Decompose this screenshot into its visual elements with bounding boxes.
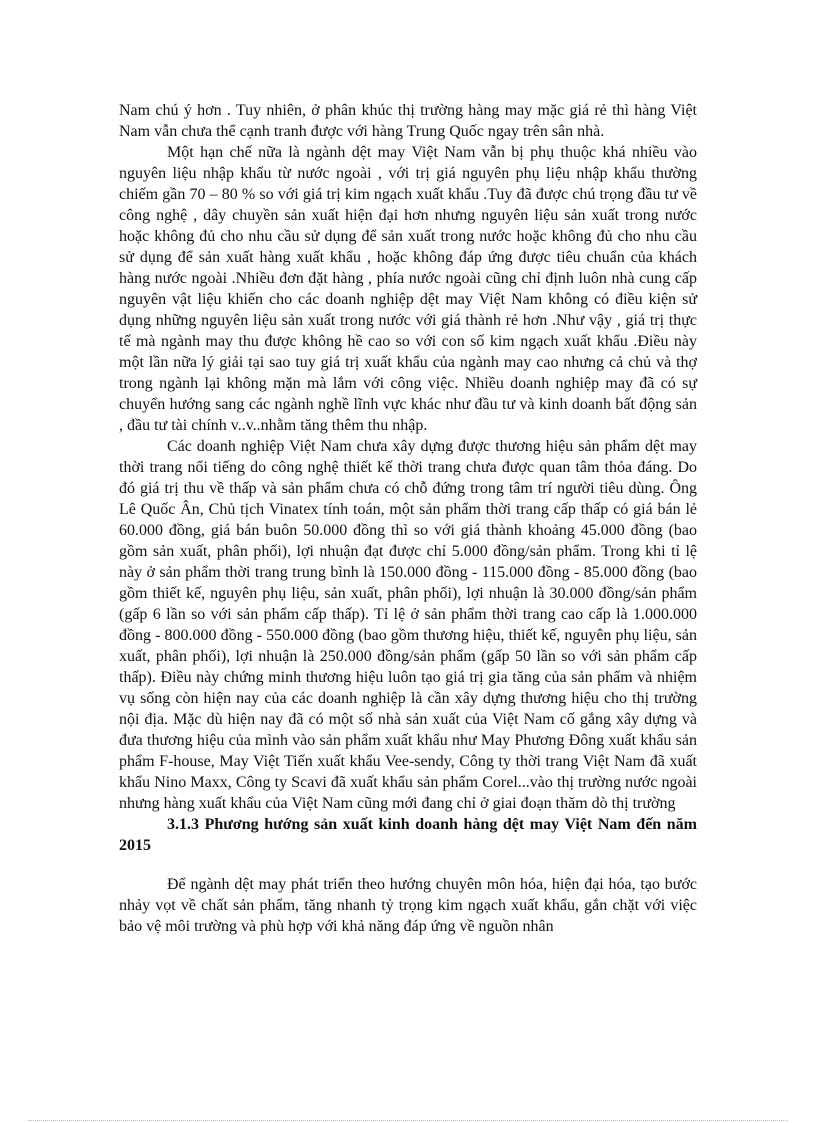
document-page bbox=[119, 100, 697, 937]
body-paragraph-1: Nam chú ý hơn . Tuy nhiên, ở phân khúc thị trường hàng may mặc giá rẻ thì hàng Việt Nam vẫn chưa thể cạnh tranh được với hàng Trung Quốc ngay trên sân nhà. bbox=[119, 102, 697, 140]
page-bottom-divider bbox=[28, 1120, 788, 1121]
body-paragraph-4: Để ngành dệt may phát triển theo hướng chuyên môn hóa, hiện đại hóa, tạo bước nhảy vọt về chất sản phẩm, tăng nhanh tỷ trọng kim ngạch xuất khẩu, gắn chặt với việc bảo vệ môi trường và phù hợp với khả năng đáp ứng về nguồn nhân bbox=[119, 876, 697, 935]
body-paragraph-2: Một hạn chế nữa là ngành dệt may Việt Nam vẫn bị phụ thuộc khá nhiều vào nguyên liệu nhập khẩu từ nước ngoài , với trị giá nguyên phụ liệu nhập khẩu thường chiếm gần 70 – 80 % so với giá trị kim ngạch xuất khẩu .Tuy đã được chú trọng đầu tư về công nghệ , dây chuyền sản xuất hiện đại hơn nhưng nguyên liệu sản xuất trong nước hoặc không đủ cho nhu cầu sử dụng để sản xuất trong nước hoặc không đủ cho nhu cầu sử dụng để sản xuất hàng xuất khẩu , hoặc không đáp ứng được tiêu chuẩn của khách hàng nước ngoài .Nhiều đơn đặt hàng , phía nước ngoài cũng chỉ định luôn nhà cung cấp nguyên vật liệu khiến cho các doanh nghiệp dệt may Việt Nam không có điều kiện sử dụng những nguyên liệu sản xuất trong nước với giá thành rẻ hơn .Như vậy , giá trị thực tế mà ngành may thu được không hề cao so với con số kim ngạch xuất khẩu .Điều này một lần nữa lý giải tại sao tuy giá trị xuất khẩu của ngành may cao nhưng cả chủ và thợ trong ngành lại không mặn mà lắm với công việc. Nhiều doanh nghiệp may đã có sự chuyển hướng sang các ngành nghề lĩnh vực khác như đầu tư và kinh doanh bất động sản , đầu tư tài chính v..v..nhằm tăng thêm thu nhập. bbox=[119, 144, 697, 434]
section-heading: 3.1.3 Phương hướng sản xuất kinh doanh hàng dệt may Việt Nam đến năm 2015 bbox=[119, 816, 697, 854]
body-paragraph-3: Các doanh nghiệp Việt Nam chưa xây dựng được thương hiệu sản phẩm dệt may thời trang nổi tiếng do công nghệ thiết kế thời trang chưa được quan tâm thỏa đáng. Do đó giá trị thu về thấp và sản phẩm chưa có chỗ đứng trong tâm trí người tiêu dùng. Ông Lê Quốc Ân, Chủ tịch Vinatex tính toán, một sản phẩm thời trang cấp thấp có giá bán lẻ 60.000 đồng, giá bán buôn 50.000 đồng thì so với giá thành khoảng 45.000 đồng (bao gồm sản xuất, phân phối), lợi nhuận đạt được chỉ 5.000 đồng/sản phẩm. Trong khi tỉ lệ này ở sản phẩm thời trang trung bình là 150.000 đồng - 115.000 đồng - 85.000 đồng (bao gồm thiết kế, nguyên phụ liệu, sản xuất, phân phối), lợi nhuận là 30.000 đồng/sản phẩm (gấp 6 lần so với sản phẩm cấp thấp). Tỉ lệ ở sản phẩm thời trang cao cấp là 1.000.000 đồng - 800.000 đồng - 550.000 đồng (bao gồm thương hiệu, thiết kế, nguyên phụ liệu, sản xuất, phân phối), lợi nhuận là 250.000 đồng/sản phẩm (gấp 50 lần so với sản phẩm cấp thấp). Điều này chứng minh thương hiệu luôn tạo giá trị gia tăng của sản phẩm và nhiệm vụ sống còn hiện nay của các doanh nghiệp là cần xây dựng thương hiệu cho thị trường nội địa. Mặc dù hiện nay đã có một số nhà sản xuất của Việt Nam cố gắng xây dựng và đưa thương hiệu của mình vào sản phẩm xuất khẩu như May Phương Đông xuất khẩu sản phẩm F-house, May Việt Tiến xuất khẩu Vee-sendy, Công ty thời trang Việt Nam đã xuất khẩu Nino Maxx, Công ty Scavi đã xuất khẩu sản phẩm Corel...vào thị trường nước ngoài nhưng hàng xuất khẩu của Việt Nam cũng mới đang chỉ ở giai đoạn thăm dò thị trường bbox=[119, 438, 697, 812]
